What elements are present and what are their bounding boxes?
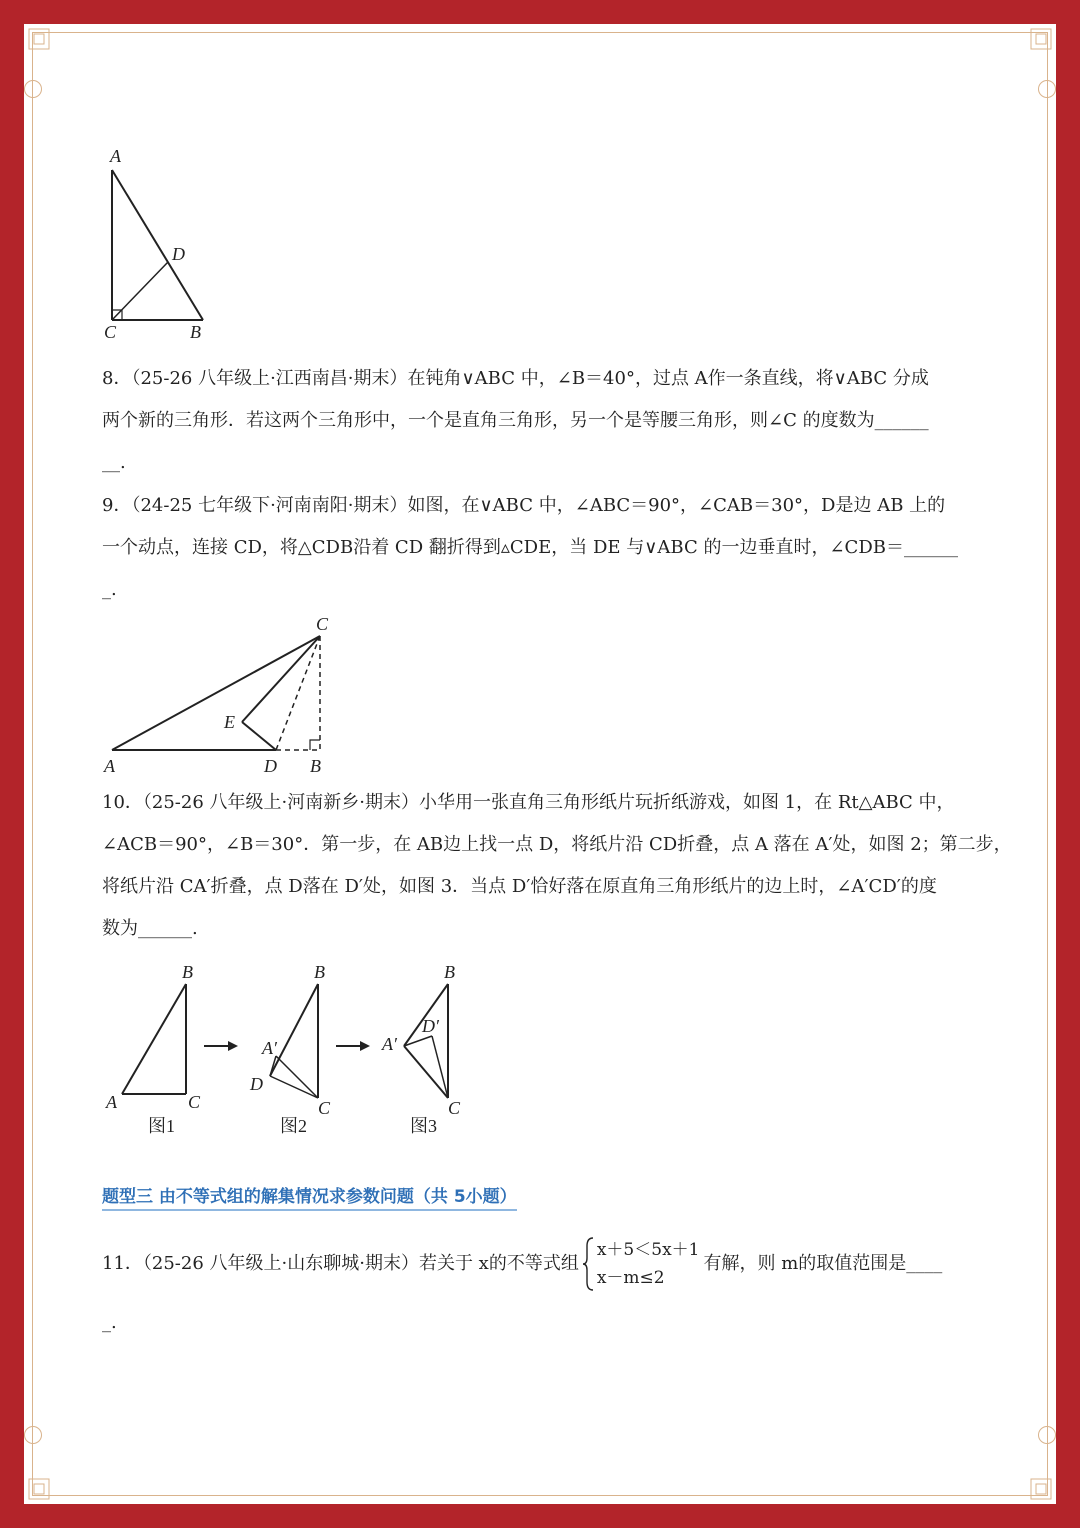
fig1-label-c: C: [188, 1092, 201, 1112]
inequality-1: x＋5＜5x＋1: [596, 1240, 700, 1260]
point-label-b: B: [190, 322, 201, 342]
arrow-right-icon: [360, 1041, 370, 1051]
fig2-label-d: D: [250, 1074, 263, 1094]
corner-ornament-icon: [28, 28, 50, 50]
point-label-c: C: [104, 322, 117, 342]
frame-knot-icon: [1038, 80, 1056, 98]
question-8-line-1: 8．（25-26 八年级上·江西南昌·期末）在钝角∨ABC 中，∠B＝40°，过点 A作一条直线，将∨ABC 分成: [102, 368, 929, 389]
question-11-suffix: 有解，则 m的取值范围是____: [703, 1253, 943, 1274]
fig2-label-c: C: [318, 1098, 331, 1118]
point-label-e: E: [224, 712, 235, 732]
corner-ornament-icon: [28, 1478, 50, 1500]
fig3-label-a-prime: A′: [382, 1034, 397, 1054]
fig2-label-a-prime: A′: [262, 1038, 277, 1058]
frame-knot-icon: [24, 1426, 42, 1444]
question-8-line-3: __.: [102, 452, 126, 473]
fig1-label-a: A: [106, 1092, 117, 1112]
question-11: [102, 1234, 1002, 1344]
question-10-line-1: 10．（25-26 八年级上·河南新乡·期末）小华用一张直角三角形纸片玩折纸游戏，如图 1，在 Rt△ABC 中，: [102, 792, 955, 813]
point-label-d: D: [172, 244, 185, 264]
arrow-right-icon: [228, 1041, 238, 1051]
point-label-b: B: [310, 756, 321, 776]
inequality-system: [583, 1236, 700, 1292]
question-9-line-1: 9．（24-25 七年级下·河南南阳·期末）如图，在∨ABC 中，∠ABC＝90°，∠CAB＝30°，D是边 AB 上的: [102, 495, 946, 516]
fig2-caption: 图2: [280, 1116, 307, 1136]
figure-q10-folding-steps: [94, 954, 494, 1144]
point-label-d: D: [264, 756, 277, 776]
frame-knot-icon: [1038, 1426, 1056, 1444]
question-10: [102, 782, 1012, 950]
left-brace-icon: [583, 1236, 595, 1292]
inequality-2: x－m≤2: [596, 1268, 665, 1288]
figure-q9-fold: [94, 612, 374, 782]
point-label-c: C: [316, 614, 329, 634]
question-9-line-2: 一个动点，连接 CD，将△CDB沿着 CD 翻折得到▵CDE，当 DE 与∨ABC 的一边垂直时，∠CDB＝______: [102, 537, 958, 558]
question-8: [102, 358, 1002, 484]
question-10-line-2: ∠ACB＝90°，∠B＝30°．第一步，在 AB边上找一点 D，将纸片沿 CD折叠，点 A 落在 A′处，如图 2；第二步，: [102, 834, 1012, 855]
worksheet-page: [24, 24, 1056, 1504]
question-9-line-3: _.: [102, 579, 117, 600]
fig3-label-d-prime: D′: [422, 1016, 439, 1036]
fig3-label-c: C: [448, 1098, 461, 1118]
fig3-label-b: B: [444, 962, 455, 982]
fig1-caption: 图1: [148, 1116, 175, 1136]
fig1-label-b: B: [182, 962, 193, 982]
question-9: [102, 485, 1002, 611]
corner-ornament-icon: [1030, 1478, 1052, 1500]
section-heading: 题型三 由不等式组的解集情况求参数问题（共 5小题）: [102, 1182, 517, 1211]
frame-knot-icon: [24, 80, 42, 98]
corner-ornament-icon: [1030, 28, 1052, 50]
fig2-label-b: B: [314, 962, 325, 982]
figure-triangle-abc-altitude: [94, 144, 224, 344]
question-11-line-1: [102, 1234, 1002, 1294]
question-10-line-3: 将纸片沿 CA′折叠，点 D落在 D′处，如图 3．当点 D′恰好落在原直角三角形纸片的边上时，∠A′CD′的度: [102, 876, 937, 897]
point-label-a: A: [104, 756, 115, 776]
question-11-line-2: _.: [102, 1312, 117, 1333]
question-11-prefix: 11．（25-26 八年级上·山东聊城·期末）若关于 x的不等式组: [102, 1253, 579, 1274]
question-8-line-2: 两个新的三角形．若这两个三角形中，一个是直角三角形，另一个是等腰三角形，则∠C 的度数为______: [102, 410, 929, 431]
question-10-line-4: 数为______.: [102, 918, 198, 939]
fig3-caption: 图3: [410, 1116, 437, 1136]
point-label-a: A: [110, 146, 121, 166]
